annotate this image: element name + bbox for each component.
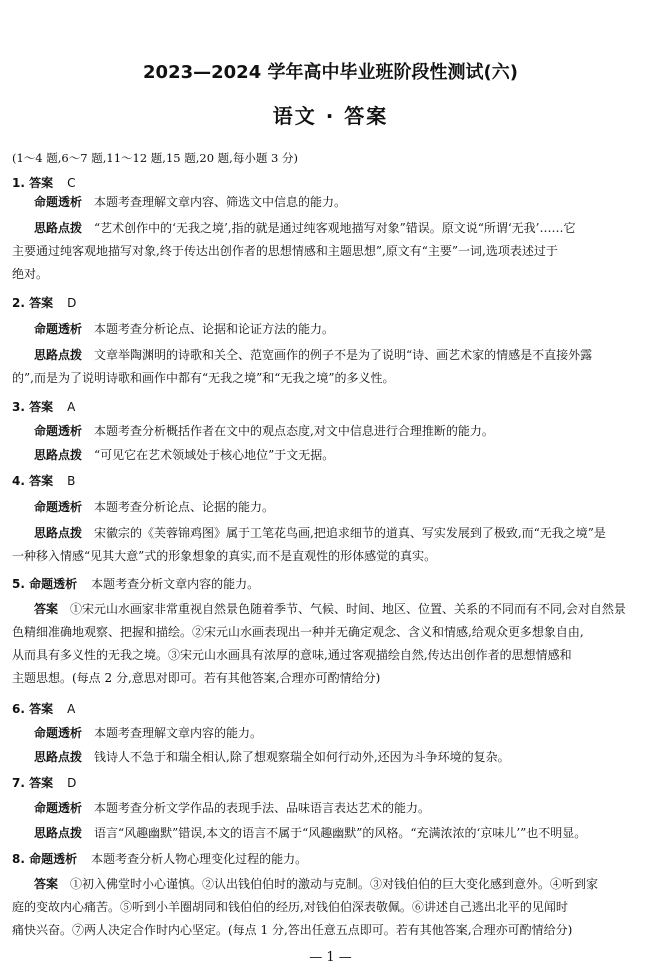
answer-line: 色精细准确地观察、把握和描绘。②宋元山水画表现出一种并无确定观念、含义和情感,给观众更多想象自由, [12, 625, 584, 639]
hint-line: 主要通过纯客观地描写对象,终于传达出创作者的思想情感和主题思想”,原文有“主要”一词,选项表述过于 [12, 244, 558, 258]
question-answer: C [67, 176, 76, 190]
intent-label: 命题透析 [34, 801, 83, 815]
question-2-heading [12, 294, 76, 311]
hint-label: 思路点拨 [34, 526, 83, 540]
intent-text: 本题考查分析概括作者在文中的观点态度,对文中信息进行合理推断的能力。 [94, 424, 494, 438]
scoring-note: (1～4 题,6～7 题,11～12 题,15 题,20 题,每小题 3 分) [12, 151, 298, 165]
question-number: 8. 命题透析 [12, 852, 78, 866]
hint-line: 绝对。 [12, 267, 49, 281]
question-1-heading [12, 174, 75, 191]
question-answer: B [67, 474, 76, 488]
question-8-answer [34, 873, 646, 895]
answer-line: 痛快兴奋。⑦两人决定合作时内心坚定。(每点 1 分,答出任意五点即可。若有其他答案,合理亦可酌情给分) [12, 923, 573, 937]
question-number: 5. 命题透析 [12, 577, 78, 591]
question-6-heading [12, 700, 75, 717]
hint-label: 思路点拨 [34, 448, 83, 462]
hint-label: 思路点拨 [34, 348, 83, 362]
intent-text: 本题考查理解文章内容、筛选文中信息的能力。 [94, 195, 347, 209]
page-subtitle: 语文 · 答案 [272, 104, 389, 128]
question-number: 6. 答案 [12, 702, 54, 716]
question-1-hint [34, 217, 646, 239]
question-7-intent [34, 797, 646, 819]
answer-line: 主题思想。(每点 2 分,意思对即可。若有其他答案,合理亦可酌情给分) [12, 671, 381, 685]
hint-line: 宋徽宗的《芙蓉锦鸡图》属于工笔花鸟画,把追求细节的道真、写实发展到了极致,而“无我之境”是 [94, 526, 606, 540]
answer-line: 从而具有多义性的无我之境。③宋元山水画具有浓厚的意味,通过客观描绘自然,传达出创作者的思想情感和 [12, 648, 572, 662]
question-2-intent [34, 318, 646, 340]
question-number: 2. 答案 [12, 296, 54, 310]
intent-label: 命题透析 [34, 195, 83, 209]
intent-label: 命题透析 [34, 500, 83, 514]
hint-line: 的”,而是为了说明诗歌和画作中都有“无我之境”和“无我之境”的多义性。 [12, 371, 395, 385]
answer-line: ①初入佛堂时小心谨慎。②认出钱伯伯时的激动与克制。③对钱伯伯的巨大变化感到意外。④听到家 [70, 877, 599, 891]
question-3-intent [34, 420, 646, 442]
hint-line: “可见它在艺术领域处于核心地位”于文无据。 [94, 448, 335, 462]
question-answer: A [67, 702, 76, 716]
question-number: 3. 答案 [12, 400, 54, 414]
question-6-hint [34, 746, 646, 768]
page-title: 2023—2024 学年高中毕业班阶段性测试(六) [143, 62, 518, 83]
intent-text: 本题考查分析文学作品的表现手法、品味语言表达艺术的能力。 [94, 801, 431, 815]
hint-line: 钱诗人不急于和瑞全相认,除了想观察瑞全如何行动外,还因为斗争环境的复杂。 [94, 750, 510, 764]
hint-line: “艺术创作中的‘无我之境’,指的就是通过纯客观地描写对象”错误。原文说“所谓‘无我’……它 [94, 221, 576, 235]
intent-label: 命题透析 [34, 322, 83, 336]
question-2-hint [34, 344, 646, 366]
question-3-heading [12, 398, 75, 415]
question-intent: 本题考查分析人物心理变化过程的能力。 [91, 852, 308, 866]
hint-label: 思路点拨 [34, 221, 83, 235]
answer-label: 答案 [34, 877, 59, 891]
question-7-hint [34, 822, 646, 844]
intent-text: 本题考查分析论点、论据和论证方法的能力。 [94, 322, 335, 336]
intent-label: 命题透析 [34, 726, 83, 740]
question-3-hint [34, 444, 646, 466]
page-number: — 1 — [309, 950, 352, 965]
question-4-heading [12, 472, 75, 489]
hint-line: 文章举陶渊明的诗歌和关仝、范宽画作的例子不是为了说明“诗、画艺术家的情感是不直接外露 [94, 348, 593, 362]
intent-text: 本题考查分析论点、论据的能力。 [94, 500, 275, 514]
question-answer: D [67, 296, 77, 310]
answer-line: 庭的变故内心痛苦。⑤听到小羊圈胡同和钱伯伯的经历,对钱伯伯深表敬佩。⑥讲述自己逃出北平的见闻时 [12, 900, 568, 914]
question-7-heading [12, 774, 76, 791]
question-4-hint [34, 522, 646, 544]
question-answer: A [67, 400, 76, 414]
question-number: 7. 答案 [12, 776, 54, 790]
hint-label: 思路点拨 [34, 750, 83, 764]
question-intent: 本题考查分析文章内容的能力。 [91, 577, 260, 591]
hint-line: 语言“风趣幽默”错误,本文的语言不属于“风趣幽默”的风格。“充满浓浓的‘京味儿’”也不明显。 [94, 826, 587, 840]
question-4-intent [34, 496, 646, 518]
intent-text: 本题考查理解文章内容的能力。 [94, 726, 263, 740]
question-answer: D [67, 776, 77, 790]
answer-line: ①宋元山水画家非常重视自然景色随着季节、气候、时间、地区、位置、关系的不同而有不同,会对自然景 [70, 602, 626, 616]
hint-label: 思路点拨 [34, 826, 83, 840]
answer-label: 答案 [34, 602, 59, 616]
question-5-heading [12, 575, 259, 592]
question-number: 1. 答案 [12, 176, 54, 190]
question-6-intent [34, 722, 646, 744]
question-number: 4. 答案 [12, 474, 54, 488]
question-5-answer [34, 598, 646, 620]
hint-line: 一种移入情感“见其大意”式的形象想象的真实,而不是直观性的形体感觉的真实。 [12, 549, 437, 563]
question-1-intent [34, 191, 646, 213]
question-8-heading [12, 850, 307, 867]
intent-label: 命题透析 [34, 424, 83, 438]
